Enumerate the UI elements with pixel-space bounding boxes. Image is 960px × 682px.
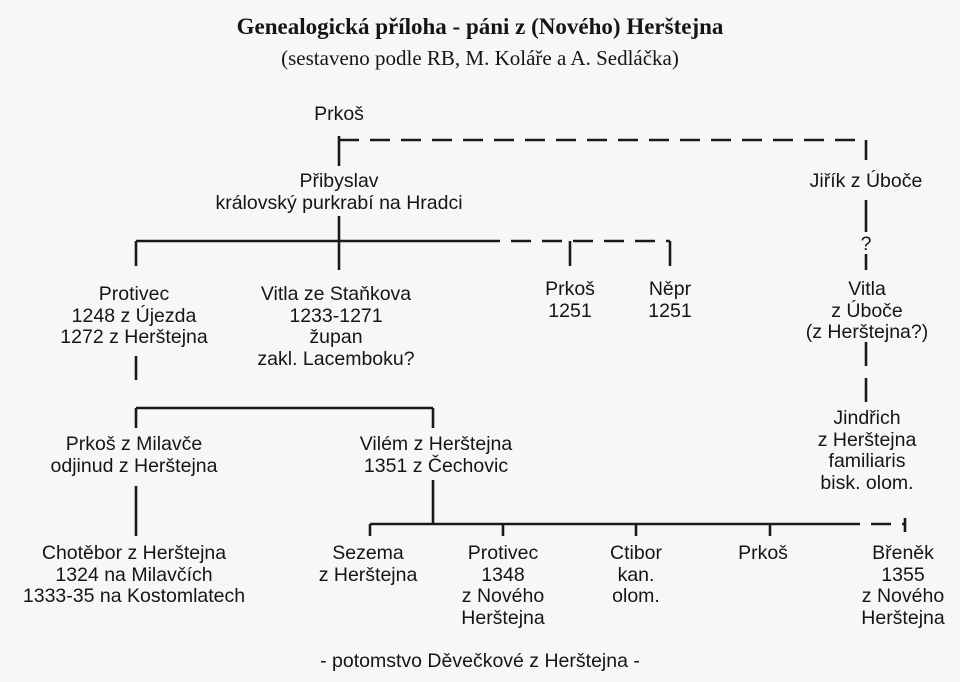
- person-vilem-z-herstejna: [360, 434, 512, 477]
- node-line: 1233-1271: [289, 304, 383, 327]
- person-vitla-ze-stankova: [257, 284, 414, 370]
- person-nepr: [648, 279, 691, 322]
- node-line: 1251: [648, 299, 692, 322]
- person-prkos-4: [738, 543, 788, 565]
- unknown-link-marker: [861, 234, 872, 256]
- person-chotebor: [23, 543, 245, 608]
- node-line: Vitla: [848, 278, 886, 300]
- node-line: 1348: [481, 563, 525, 586]
- diagram-title: Genealogická příloha - páni z (Nového) Herštejna: [236, 14, 724, 39]
- node-line: Prkoš z Milavče: [65, 433, 203, 455]
- node-line: Prkoš: [545, 278, 595, 300]
- node-line: královský purkrabí na Hradci: [215, 191, 463, 214]
- node-line: 1324 na Milavčích: [55, 563, 213, 586]
- node-line: Chotěbor z Herštejna: [41, 542, 227, 564]
- node-line: zakl. Lacemboku?: [257, 347, 415, 370]
- node-line: Sezema: [332, 542, 404, 564]
- node-line: 1248 z Újezda: [71, 304, 197, 327]
- node-line: 1355: [881, 563, 925, 586]
- person-vitla-z-uboce: [806, 279, 928, 344]
- node-line: odjinud z Herštejna: [50, 454, 218, 477]
- node-line: Břeněk: [872, 542, 934, 564]
- node-line: bisk. olom.: [820, 471, 914, 494]
- person-pribyslav: [215, 171, 462, 214]
- person-prkos-z-milavce: [51, 434, 218, 477]
- node-line: kan.: [617, 563, 655, 586]
- footer-note: - potomstvo Děvečkové z Herštejna -: [320, 650, 640, 672]
- person-jindrich: [818, 408, 917, 494]
- node-line: Prkoš: [738, 542, 788, 564]
- node-line: Jindřich: [833, 407, 901, 429]
- node-line: župan: [309, 326, 363, 348]
- node-line: Jiřík z Úboče: [809, 170, 923, 192]
- node-line: 1251: [548, 299, 592, 322]
- node-line: 1272 z Herštejna: [60, 326, 208, 348]
- node-line: (z Herštejna?): [805, 321, 929, 343]
- node-line: Protivec: [467, 542, 539, 564]
- node-line: z Herštejna: [318, 563, 418, 586]
- node-line: Vitla ze Staňkova: [260, 283, 412, 305]
- node-line: Prkoš: [314, 103, 364, 125]
- node-line: familiaris: [828, 450, 906, 472]
- node-line: olom.: [612, 585, 660, 607]
- node-line: z Herštejna: [817, 428, 917, 451]
- node-line: 1351 z Čechovic: [363, 454, 509, 477]
- node-line: Ctibor: [609, 542, 663, 564]
- person-protivec-2: [461, 543, 544, 629]
- node-line: ?: [860, 233, 872, 255]
- person-protivec-1: [60, 284, 207, 349]
- node-line: z Úboče: [831, 299, 903, 322]
- node-line: Herštejna: [461, 606, 545, 629]
- person-prkos-root: [314, 104, 364, 126]
- person-jirik-z-uboce: [810, 171, 923, 193]
- person-ctibor: [610, 543, 662, 608]
- node-line: Něpr: [648, 278, 692, 300]
- node-line: z Nového: [861, 585, 945, 607]
- node-line: z Nového: [461, 585, 545, 607]
- node-line: Vilém z Herštejna: [359, 433, 513, 455]
- node-line: Přibyslav: [299, 170, 379, 192]
- diagram-subtitle: (sestaveno podle RB, M. Koláře a A. Sedláčka): [281, 46, 679, 70]
- person-sezema: [319, 543, 418, 586]
- node-line: Herštejna: [861, 606, 945, 629]
- node-line: 1333-35 na Kostomlatech: [22, 585, 246, 607]
- node-line: Protivec: [98, 283, 170, 305]
- person-brenek: [861, 543, 944, 629]
- person-prkos-1251: [545, 279, 595, 322]
